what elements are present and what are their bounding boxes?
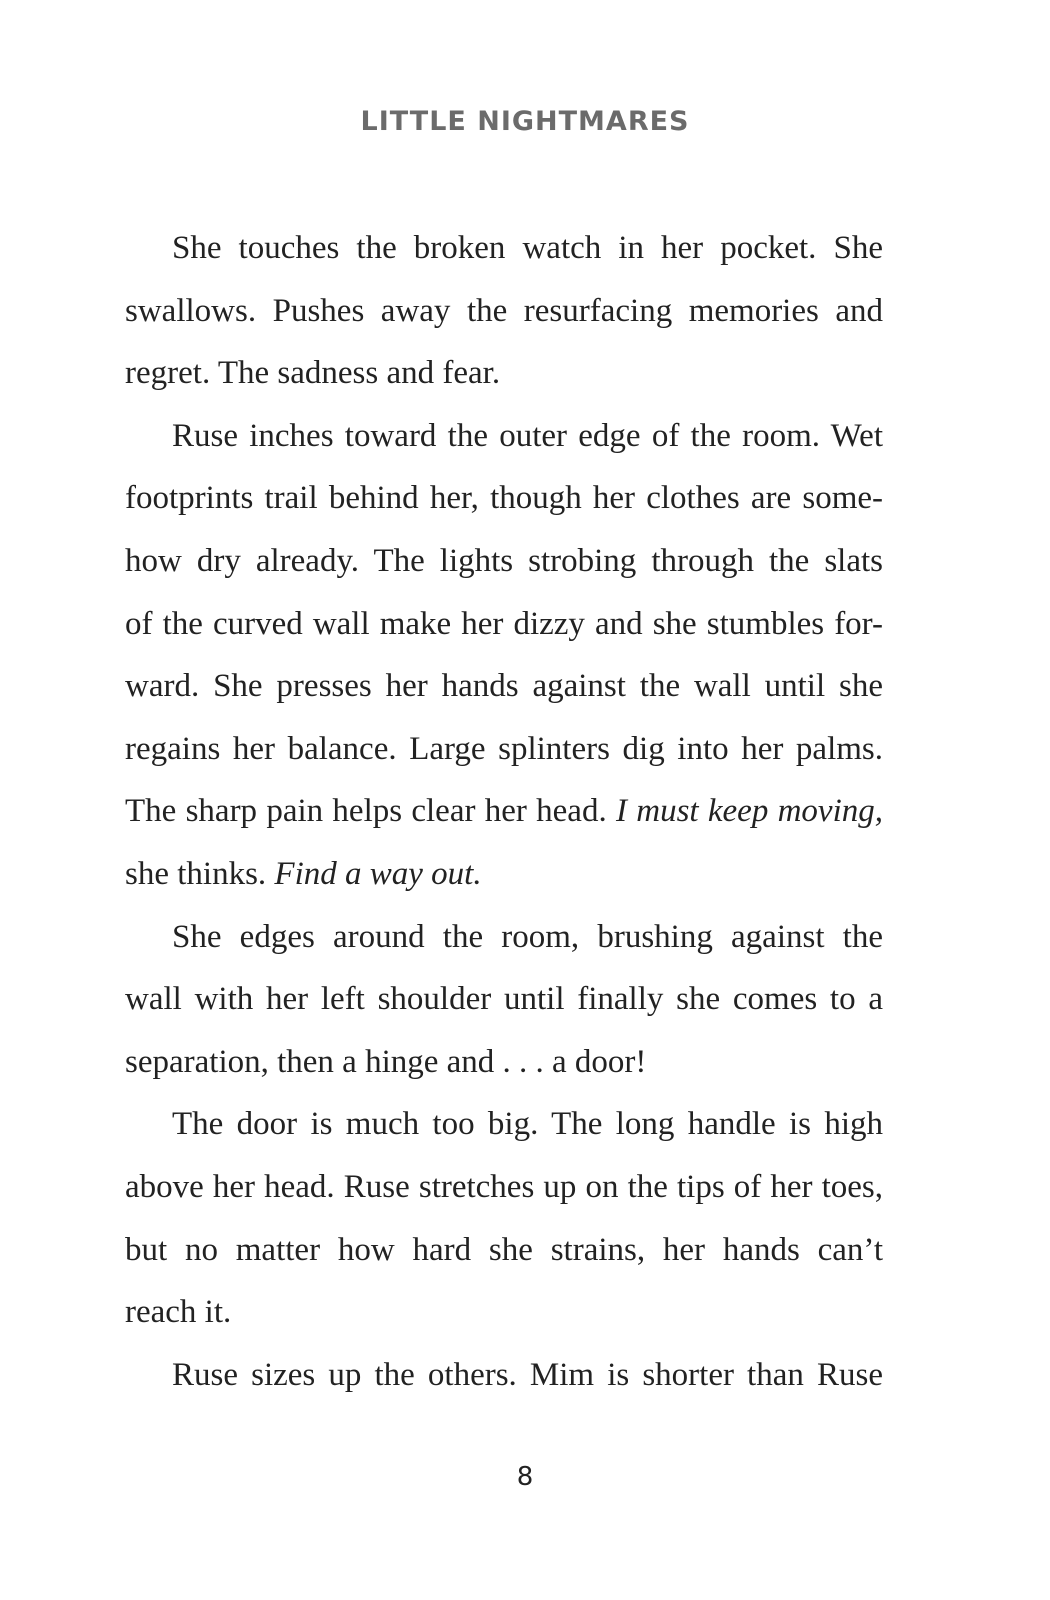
text-line: footprints trail behind her, though her clothes are some- (125, 480, 883, 517)
text-line: reach it. (125, 1294, 232, 1331)
text-line: how dry already. The lights strobing through the slats (125, 542, 883, 579)
paragraph-2 (125, 405, 883, 906)
text-line: ward. She presses her hands against the wall until she (125, 668, 883, 705)
body-text (125, 217, 883, 1406)
text-line: above her head. Ruse stretches up on the tips of her toes, (125, 1168, 883, 1205)
page-number: 8 (516, 1462, 534, 1492)
text-line: but no matter how hard she strains, her hands can’t (125, 1231, 883, 1268)
text-line: wall with her left shoulder until finally she comes to a (125, 981, 883, 1018)
paragraph-5 (125, 1344, 883, 1407)
text-line: She edges around the room, brushing against the (172, 918, 883, 955)
text-line: swallows. Pushes away the resurfacing memories and (125, 292, 883, 329)
paragraph-3 (125, 906, 883, 1094)
text-run: she thinks. (125, 855, 275, 892)
text-line: regains her balance. Large splinters dig into her palms. (125, 730, 883, 767)
text-line: Ruse sizes up the others. Mim is shorter than Ruse (172, 1356, 883, 1393)
text-line: separation, then a hinge and . . . a door! (125, 1043, 647, 1080)
paragraph-1 (125, 217, 883, 405)
text-line: regret. The sadness and fear. (125, 355, 501, 392)
inner-thought-italic: I must keep moving, (615, 793, 883, 830)
text-line: Ruse inches toward the outer edge of the room. Wet (172, 417, 883, 454)
text-line: of the curved wall make her dizzy and she stumbles for- (125, 605, 883, 642)
text-line (125, 780, 883, 843)
text-line: The door is much too big. The long handle is high (172, 1106, 883, 1143)
text-line (125, 843, 883, 906)
text-run: The sharp pain helps clear her head. (125, 793, 616, 830)
running-head: LITTLE NIGHTMARES (360, 106, 690, 137)
text-line: She touches the broken watch in her pocket. She (172, 230, 883, 266)
paragraph-4 (125, 1093, 883, 1343)
inner-thought-italic: Find a way out. (274, 855, 482, 892)
